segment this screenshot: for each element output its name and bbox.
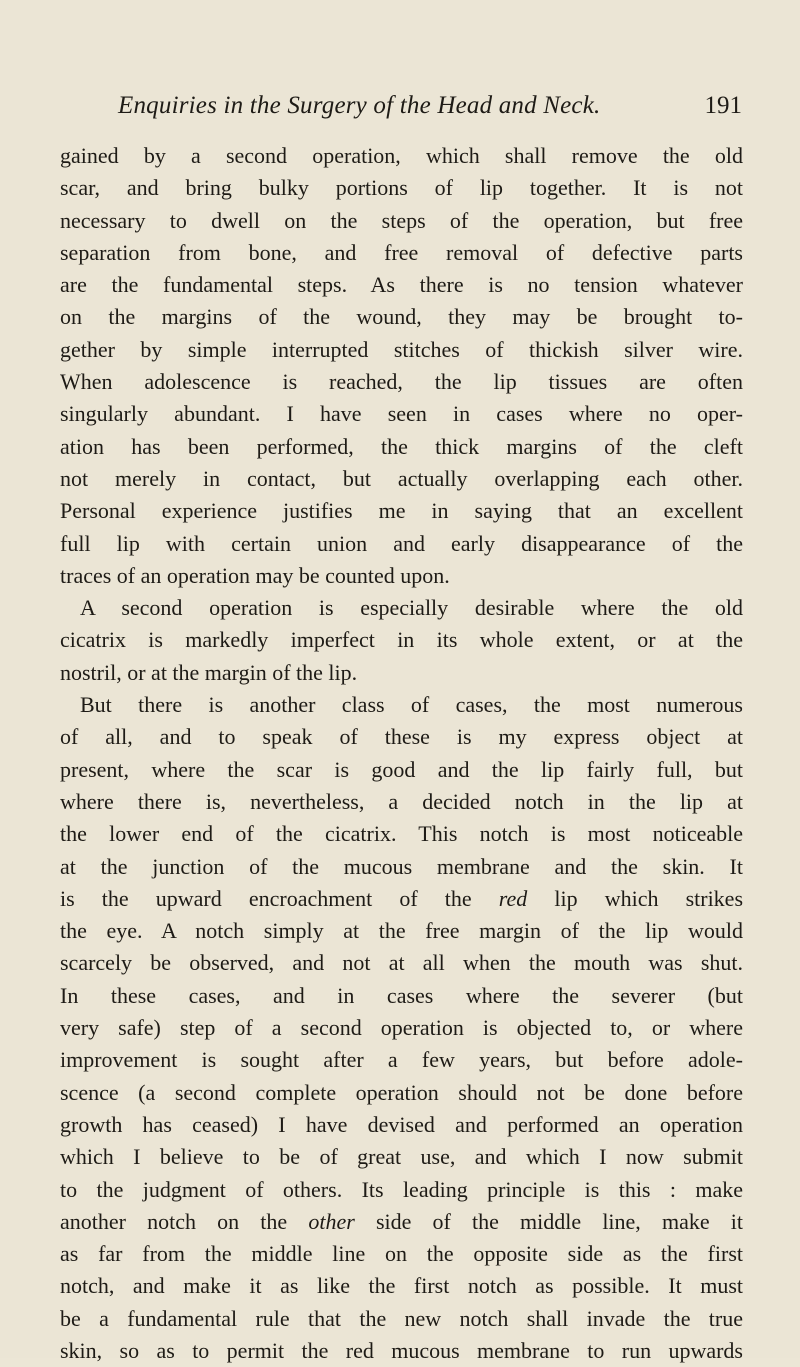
text-line — [60, 883, 743, 915]
text-segment: is the upward encroachment of the — [60, 885, 472, 911]
text-line: not merely in contact, but actually overlapping each other. — [60, 465, 743, 491]
emphasis-red: red — [498, 885, 528, 911]
text-line: scarcely be observed, and not at all when the mouth was shut. — [60, 950, 743, 976]
text-line: In these cases, and in cases where the severer (but — [60, 982, 743, 1008]
text-line: which I believe to be of great use, and which I now submit — [60, 1144, 743, 1170]
text-line: growth has ceased) I have devised and performed an operation — [60, 1111, 743, 1137]
text-line: When adolescence is reached, the lip tissues are often — [60, 369, 743, 395]
text-line: But there is another class of cases, the most numerous — [80, 692, 743, 718]
text-line: singularly abundant. I have seen in cases where no oper- — [60, 401, 743, 427]
page-header — [118, 92, 742, 126]
text-line: necessary to dwell on the steps of the operation, but free — [60, 207, 743, 233]
text-line: the lower end of the cicatrix. This notch is most noticeable — [60, 821, 743, 847]
text-line: the eye. A notch simply at the free margin of the lip would — [60, 918, 743, 944]
text-line: skin, so as to permit the red mucous membrane to run upwards — [60, 1337, 743, 1363]
text-segment: lip which strikes — [554, 885, 744, 911]
text-line: on the margins of the wound, they may be brought to- — [60, 304, 743, 330]
emphasis-other: other — [308, 1208, 355, 1234]
text-line: nostril, or at the margin of the lip. — [60, 659, 358, 685]
text-line: ation has been performed, the thick margins of the cleft — [60, 433, 743, 459]
text-line: as far from the middle line on the opposite side as the first — [60, 1241, 743, 1267]
text-line: to the judgment of others. Its leading principle is this : make — [60, 1176, 743, 1202]
text-line: improvement is sought after a few years, but before adole- — [60, 1047, 743, 1073]
running-head: Enquiries in the Surgery of the Head and Neck. — [118, 92, 601, 119]
text-line: gained by a second operation, which shall remove the old — [60, 143, 743, 168]
page-number: 191 — [704, 92, 742, 119]
text-line: of all, and to speak of these is my express object at — [60, 724, 743, 750]
text-segment: side of the middle line, make it — [375, 1208, 743, 1234]
text-line: scence (a second complete operation should not be done before — [60, 1079, 743, 1105]
text-line — [60, 1206, 743, 1238]
text-line: A second operation is especially desirable where the old — [80, 595, 743, 621]
text-line: at the junction of the mucous membrane and the skin. It — [60, 853, 743, 879]
text-line: very safe) step of a second operation is objected to, or where — [60, 1015, 743, 1041]
body-text — [60, 140, 743, 1367]
text-line: be a fundamental rule that the new notch shall invade the true — [60, 1305, 743, 1331]
text-line: scar, and bring bulky portions of lip together. It is not — [60, 175, 743, 201]
text-line: present, where the scar is good and the lip fairly full, but — [60, 756, 743, 782]
text-line: gether by simple interrupted stitches of thickish silver wire. — [60, 336, 743, 362]
text-line: are the fundamental steps. As there is no tension whatever — [60, 272, 743, 298]
text-segment: another notch on the — [60, 1208, 288, 1234]
text-line: notch, and make it as like the first notch as possible. It must — [60, 1273, 743, 1299]
text-line: full lip with certain union and early disappearance of the — [60, 530, 743, 556]
text-line: where there is, nevertheless, a decided notch in the lip at — [60, 788, 743, 814]
text-line: separation from bone, and free removal of defective parts — [60, 239, 743, 265]
text-line: cicatrix is markedly imperfect in its whole extent, or at the — [60, 627, 743, 653]
text-line: Personal experience justifies me in saying that an excellent — [60, 498, 743, 524]
text-line: traces of an operation may be counted upon. — [60, 562, 450, 588]
